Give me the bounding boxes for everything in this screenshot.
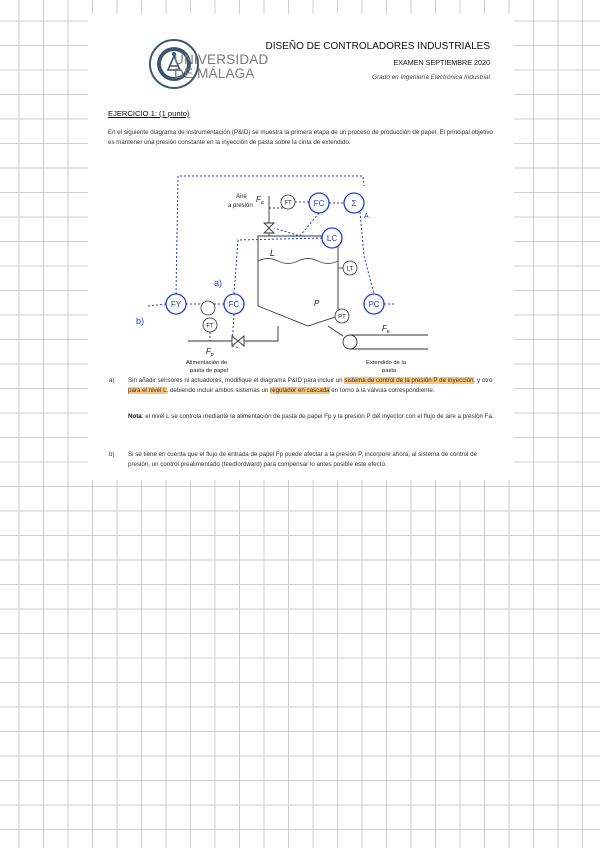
fa-label: $F_a$ — [256, 195, 264, 206]
exam-page — [88, 14, 514, 480]
air-label-2: a presión — [228, 203, 253, 209]
feed-label-2: pasta de papel — [190, 368, 229, 374]
pt-label: PT — [338, 314, 346, 321]
fy-label: FY — [170, 300, 182, 309]
lc-label: LC — [326, 234, 338, 243]
course-title: DISEÑO DE CONTROLADORES INDUSTRIALES — [265, 41, 490, 52]
question-a-text: Sin añadir sensores ni actuadores, modifique el diagrama P&ID para incluir un sistema de control de la presión P de inyección, y otro para el nivel L, debiendo incluir ambos sistemas un regulador en cascada en torno a la válvula correspondiente. — [128, 377, 493, 394]
fy-feed-sensor — [201, 301, 215, 315]
exercise-title: EJERCICIO 1: (1 punto) — [108, 109, 190, 118]
highlight-cascade: regulador en cascada — [270, 387, 330, 394]
university-name-line1: UNIVERSIDAD — [174, 52, 269, 67]
question-b-text: Si se tiene en cuenta que el flujo de entrada de papel Fp puede afectar a la presión P, incorpore ahora, al sistema de control de presión, un control prealimentado (feedfordward) para compensar lo antes posible este efecto. — [128, 451, 478, 468]
pid-diagram — [128, 156, 448, 382]
question-b — [109, 450, 499, 470]
fe-label: $F_e$ — [382, 324, 390, 335]
question-b-label: b) — [109, 451, 115, 458]
fp-label: $F_p$ — [206, 347, 214, 358]
feed-line — [188, 323, 278, 346]
note — [109, 412, 499, 422]
question-a — [109, 376, 499, 396]
highlight-level: para el nivel L — [128, 387, 167, 394]
out-label-2: pasta — [382, 368, 397, 374]
note-text: : el nivel L se controla mediante la alimentación de pasta de papel Fp y la presión P del inyector con el flujo de aire a presión Fa. — [141, 413, 494, 420]
exercise-intro: En el siguiente diagrama de instrumentación (P&ID) se muestra la primera etapa de un proceso de producción de papel. El principal objetivo es mantener una presión constante en la inyección de pasta sobre la cinta de extendido. — [108, 129, 493, 146]
fc-left-label: FC — [228, 300, 240, 309]
sum-label: Σ — [351, 199, 357, 208]
pc-label: PC — [368, 300, 380, 309]
ft-top-label: FT — [284, 200, 292, 207]
degree-name: Grado en Ingeniería Electrónica Industrial — [372, 74, 490, 81]
question-a-label: a) — [109, 377, 115, 384]
level-label: L — [270, 248, 276, 258]
pressure-label: P — [314, 299, 320, 308]
output-belt — [328, 326, 428, 349]
feed-label-1: Alimentación de — [186, 360, 228, 366]
out-label-1: Extendido de la — [366, 360, 406, 366]
mark-arrow: A — [364, 213, 369, 220]
fc-top-label: FC — [313, 199, 325, 208]
highlight-pressure: sistema de control de la presión P de inyección — [344, 377, 474, 384]
exam-session: EXAMEN SEPTIEMBRE 2020 — [393, 58, 490, 67]
university-name-line2: DE MÁLAGA — [174, 66, 255, 81]
ft-left-label: FT — [206, 323, 214, 330]
mark-b: b) — [136, 316, 145, 326]
mark-a: a) — [214, 278, 223, 288]
air-label-1: Aire — [236, 194, 247, 200]
note-label: Nota — [128, 413, 142, 420]
lt-label: LT — [346, 266, 354, 273]
